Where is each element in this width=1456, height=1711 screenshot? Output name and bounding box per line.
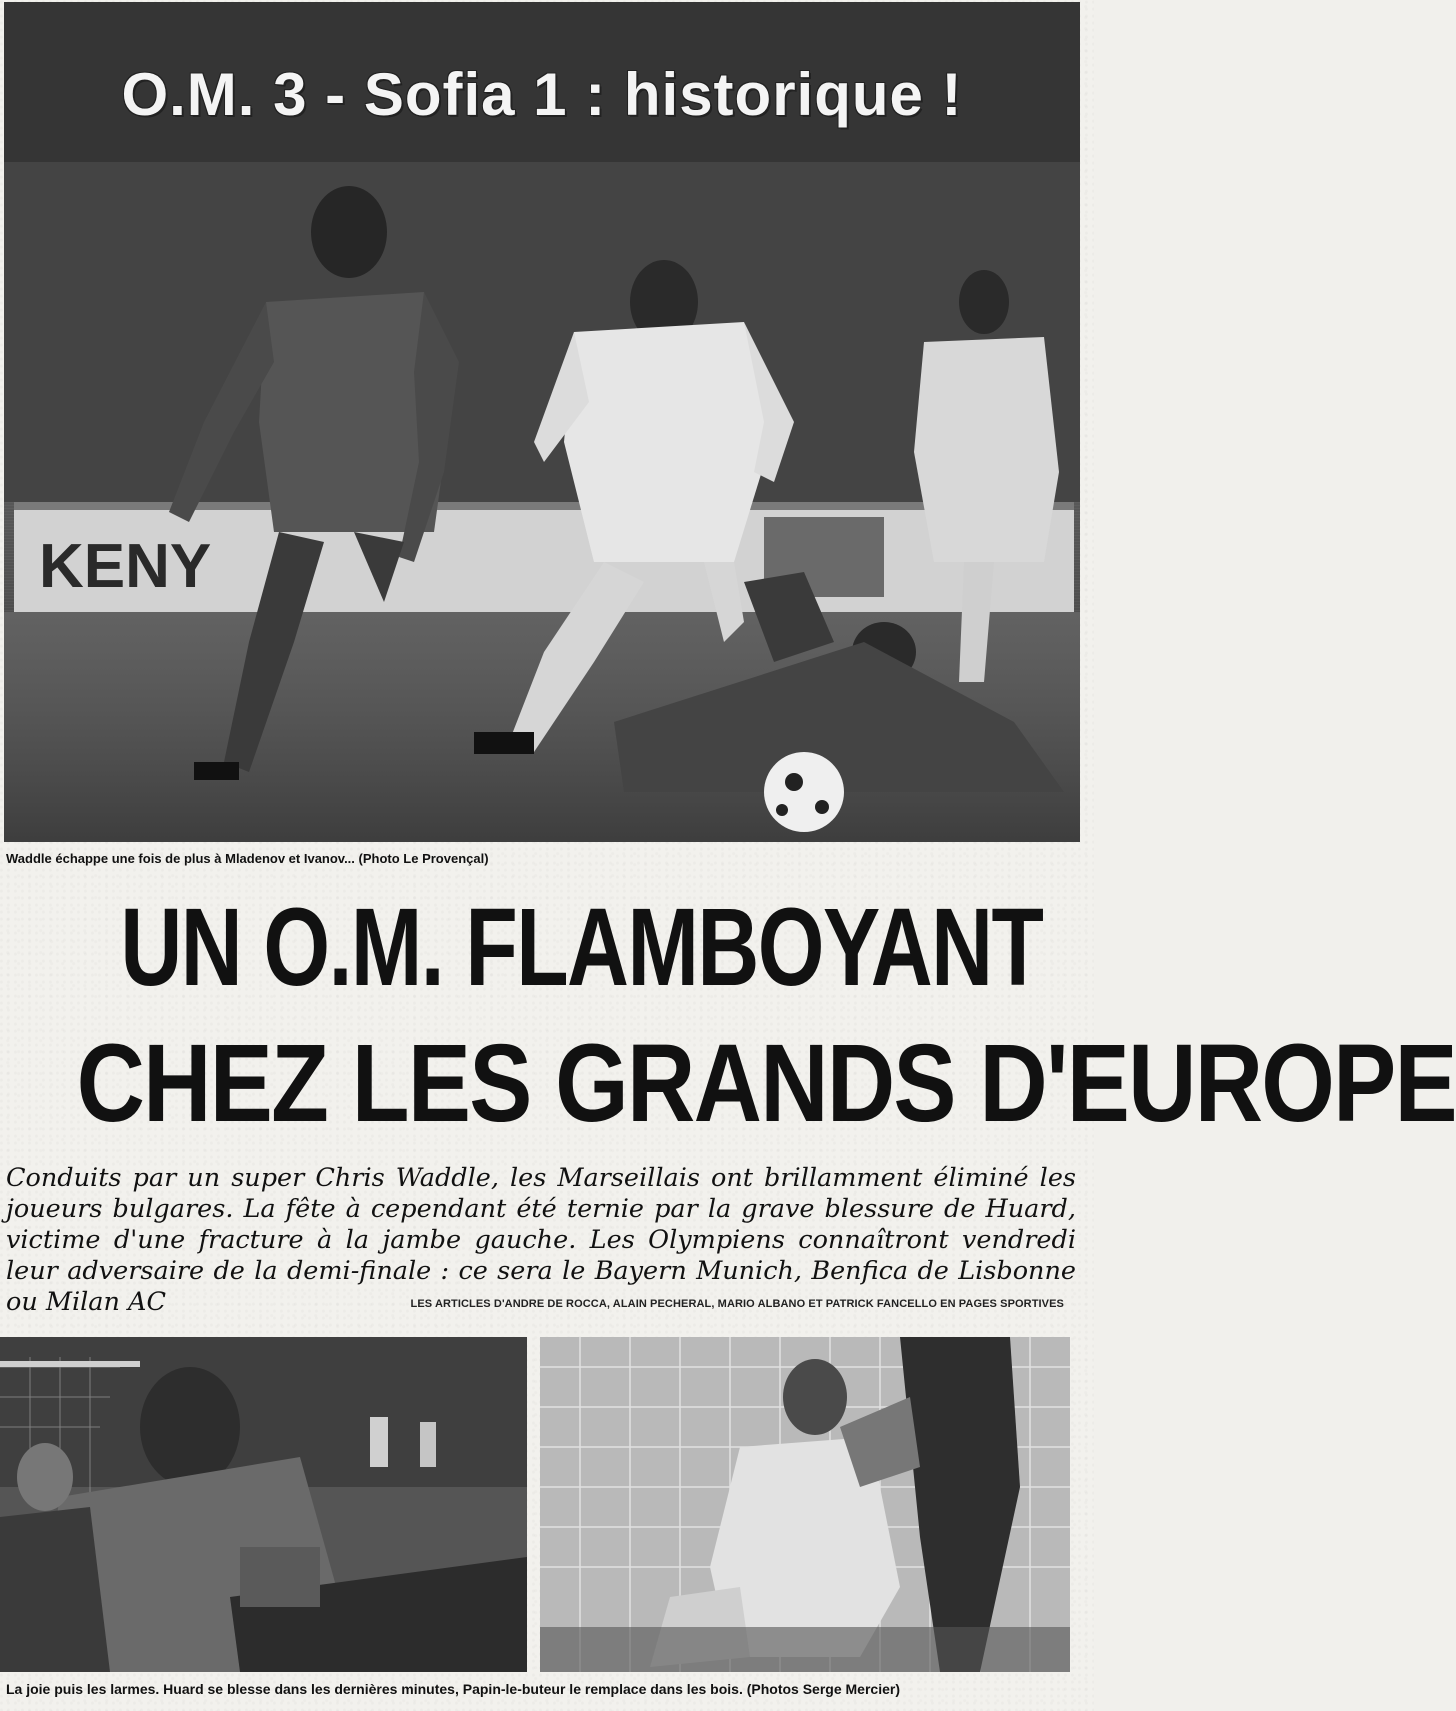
ad-board-text: KENY [39, 532, 212, 601]
headline-line-2: CHEZ LES GRANDS D'EUROPE [76, 1022, 1456, 1145]
photo-headline: O.M. 3 - Sofia 1 : historique ! [121, 61, 963, 128]
ball-icon [764, 752, 844, 832]
photo-papin-goalkeeper [540, 1337, 1070, 1672]
main-photo-caption: Waddle échappe une fois de plus à Mladenov et Ivanov... (Photo Le Provençal) [6, 851, 489, 866]
headline-line-1: UN O.M. FLAMBOYANT [120, 886, 1043, 1009]
main-match-photo [4, 2, 1080, 842]
photo-huard-injury [0, 1337, 527, 1672]
bottom-photos-caption: La joie puis les larmes. Huard se blesse dans les dernières minutes, Papin-le-buteur le remplace dans les bois. (Photos Serge Mercier) [6, 1681, 900, 1697]
byline: LES ARTICLES D'ANDRE DE ROCCA, ALAIN PECHERAL, MARIO ALBANO ET PATRICK FANCELLO EN PAGES SPORTIVES [410, 1298, 1064, 1310]
lead-paragraph: Conduits par un super Chris Waddle, les Marseillais ont brillamment éliminé les joueurs bulgares. La fête à cependant été ternie par la grave blessure de Huard, victime d'une fracture à la jambe gauche. Les Olympiens connaîtront vendredi leur adversaire de la demi-finale : ce sera le Bayern Munich, Benfica de Lisbonne ou Milan AC [6, 1163, 1076, 1317]
